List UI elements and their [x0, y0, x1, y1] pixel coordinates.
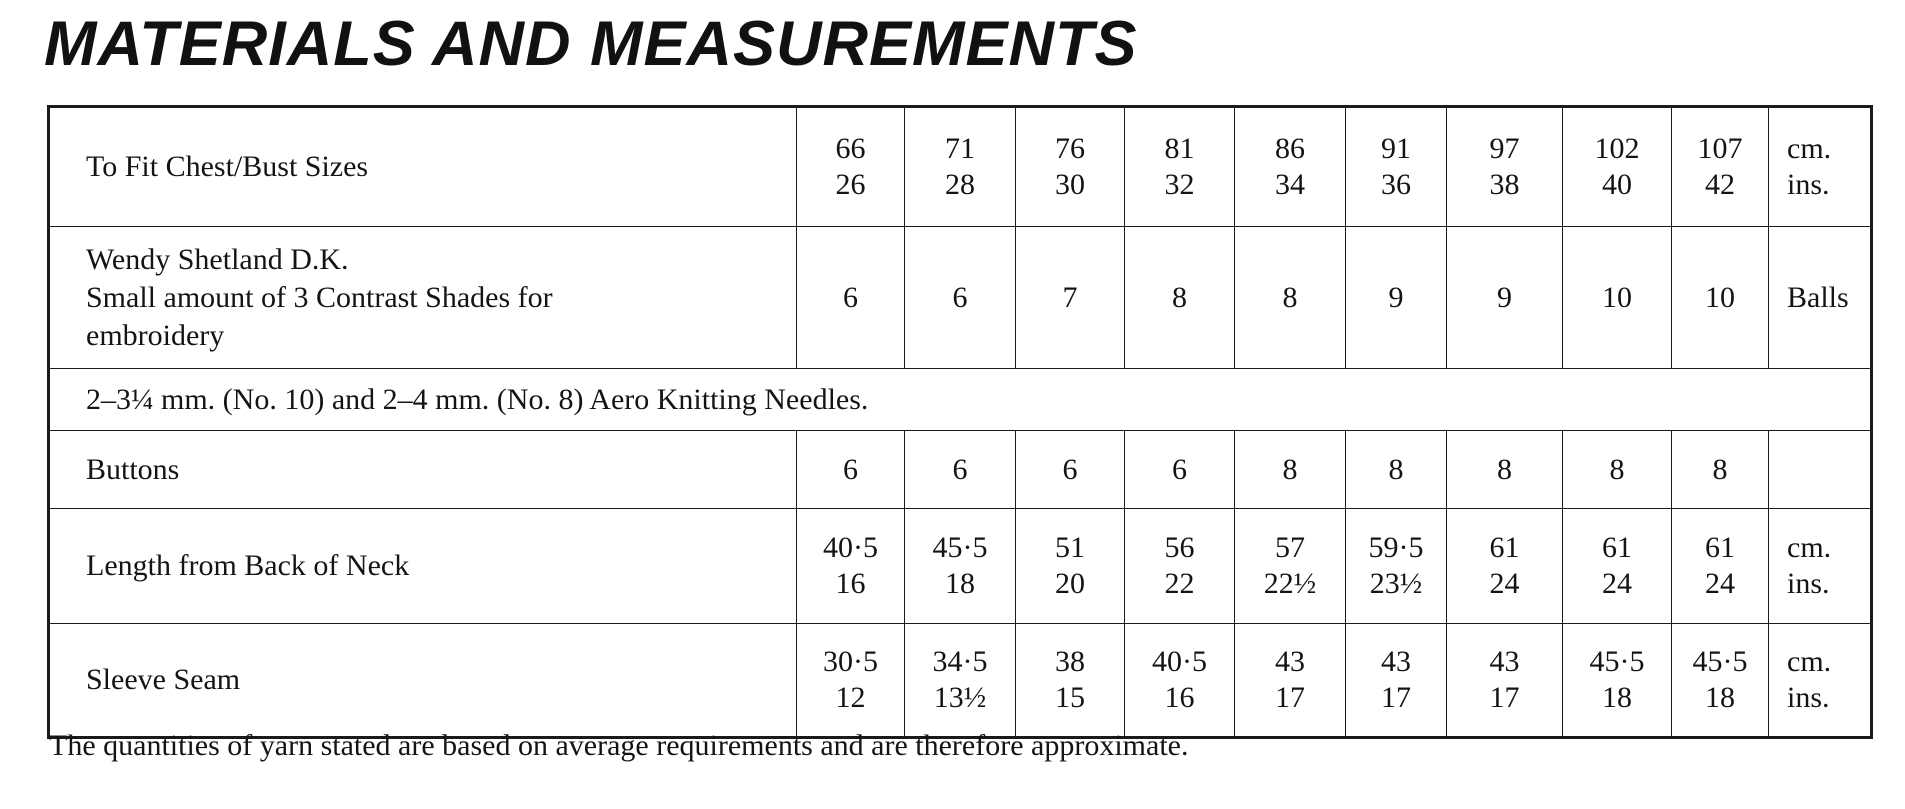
sleeve-cm: 45·5 [1692, 645, 1748, 678]
sleeve-ins: 13½ [933, 681, 987, 714]
length-cm: 59·5 [1368, 531, 1424, 564]
unit-ins: ins. [1787, 567, 1830, 600]
length-label: Length from Back of Neck [49, 509, 797, 624]
length-cm: 61 [1705, 531, 1735, 564]
chest-size-cm: 76 [1055, 132, 1085, 165]
chest-size-cm: 91 [1381, 132, 1411, 165]
chest-size-cm: 66 [835, 132, 866, 165]
chest-size-row [49, 107, 1872, 227]
length-ins: 24 [1602, 567, 1632, 600]
length-ins: 22½ [1263, 567, 1317, 600]
chest-size-value [797, 107, 905, 227]
length-ins: 22 [1164, 567, 1195, 600]
sleeve-cm: 38 [1055, 645, 1085, 678]
chest-size-ins: 26 [835, 168, 866, 201]
yarn-balls-value: 10 [1672, 227, 1769, 369]
unit-cm: cm. [1787, 132, 1832, 165]
chest-size-cm: 71 [945, 132, 975, 165]
sleeve-unit [1769, 624, 1872, 738]
length-value [1346, 509, 1447, 624]
sleeve-row [49, 624, 1872, 738]
length-row [49, 509, 1872, 624]
sleeve-value [1672, 624, 1769, 738]
yarn-unit: Balls [1769, 227, 1872, 369]
yarn-balls-value: 6 [797, 227, 905, 369]
chest-size-cm: 102 [1594, 132, 1640, 165]
sleeve-ins: 18 [1705, 681, 1735, 714]
buttons-unit [1769, 431, 1872, 509]
chest-size-cm: 97 [1489, 132, 1520, 165]
length-cm: 40·5 [823, 531, 878, 564]
sleeve-value [1563, 624, 1672, 738]
yarn-balls-value: 7 [1016, 227, 1125, 369]
length-value [1016, 509, 1125, 624]
sleeve-cm: 43 [1275, 645, 1305, 678]
page-title: MATERIALS AND MEASUREMENTS [44, 9, 1138, 79]
buttons-value: 6 [1125, 431, 1235, 509]
chest-size-ins: 28 [945, 168, 975, 201]
length-ins: 24 [1705, 567, 1735, 600]
unit-ins: ins. [1787, 681, 1830, 714]
sleeve-ins: 12 [835, 681, 866, 714]
buttons-value: 6 [1016, 431, 1125, 509]
chest-size-ins: 34 [1275, 168, 1305, 201]
buttons-value: 6 [797, 431, 905, 509]
sleeve-value [797, 624, 905, 738]
sleeve-ins: 15 [1055, 681, 1085, 714]
length-value [1447, 509, 1563, 624]
buttons-value: 8 [1447, 431, 1563, 509]
yarn-footnote: The quantities of yarn stated are based on average requirements and are therefore approximate. [49, 729, 1189, 762]
chest-size-ins: 36 [1381, 168, 1411, 201]
sleeve-ins: 17 [1489, 681, 1520, 714]
chest-size-ins: 38 [1489, 168, 1520, 201]
buttons-value: 6 [905, 431, 1016, 509]
length-cm: 57 [1275, 531, 1305, 564]
chest-size-cm: 81 [1164, 132, 1195, 165]
chest-size-cm: 86 [1275, 132, 1305, 165]
sleeve-value [1346, 624, 1447, 738]
length-value [797, 509, 905, 624]
unit-cm: cm. [1787, 531, 1832, 564]
chest-size-ins: 30 [1055, 168, 1085, 201]
unit-ins: ins. [1787, 168, 1830, 201]
sleeve-value [1125, 624, 1235, 738]
yarn-balls-value: 9 [1447, 227, 1563, 369]
length-ins: 23½ [1369, 567, 1423, 600]
sleeve-value [1447, 624, 1563, 738]
length-value [1235, 509, 1346, 624]
buttons-value: 8 [1563, 431, 1672, 509]
length-cm: 61 [1489, 531, 1520, 564]
chest-size-label: To Fit Chest/Bust Sizes [49, 107, 797, 227]
length-cm: 51 [1055, 531, 1085, 564]
chest-size-value [905, 107, 1016, 227]
sleeve-ins: 17 [1275, 681, 1305, 714]
chest-size-value [1447, 107, 1563, 227]
yarn-balls-value: 8 [1235, 227, 1346, 369]
sleeve-cm: 30·5 [823, 645, 878, 678]
length-ins: 16 [835, 567, 866, 600]
sleeve-ins: 18 [1602, 681, 1632, 714]
buttons-row [49, 431, 1872, 509]
chest-size-value [1672, 107, 1769, 227]
yarn-balls-value: 10 [1563, 227, 1672, 369]
length-value [905, 509, 1016, 624]
sleeve-ins: 17 [1381, 681, 1411, 714]
buttons-label: Buttons [49, 431, 797, 509]
yarn-row [49, 227, 1872, 369]
chest-size-value [1563, 107, 1672, 227]
yarn-label-line: Small amount of 3 Contrast Shades for [86, 280, 553, 314]
sleeve-ins: 16 [1164, 681, 1195, 714]
chest-size-cm: 107 [1697, 132, 1743, 165]
chest-size-ins: 42 [1705, 168, 1735, 201]
sleeve-value [905, 624, 1016, 738]
yarn-label [49, 227, 797, 369]
sleeve-cm: 43 [1381, 645, 1411, 678]
buttons-value: 8 [1346, 431, 1447, 509]
length-ins: 18 [945, 567, 975, 600]
needles-text: 2–3¼ mm. (No. 10) and 2–4 mm. (No. 8) Aero Knitting Needles. [49, 369, 1872, 431]
sleeve-value [1016, 624, 1125, 738]
length-ins: 20 [1055, 567, 1085, 600]
length-value [1563, 509, 1672, 624]
chest-size-value [1125, 107, 1235, 227]
length-cm: 61 [1602, 531, 1632, 564]
sleeve-value [1235, 624, 1346, 738]
chest-size-ins: 40 [1602, 168, 1632, 201]
yarn-label-line: Wendy Shetland D.K. [86, 242, 349, 276]
yarn-label-line: embroidery [86, 318, 225, 352]
sleeve-cm: 34·5 [932, 645, 988, 678]
length-unit [1769, 509, 1872, 624]
yarn-balls-value: 8 [1125, 227, 1235, 369]
buttons-value: 8 [1672, 431, 1769, 509]
sleeve-cm: 45·5 [1589, 645, 1645, 678]
needles-row [49, 369, 1872, 431]
unit-cm: cm. [1787, 645, 1832, 678]
buttons-value: 8 [1235, 431, 1346, 509]
chest-size-value [1016, 107, 1125, 227]
length-cm: 45·5 [932, 531, 988, 564]
yarn-balls-value: 9 [1346, 227, 1447, 369]
sleeve-cm: 43 [1489, 645, 1520, 678]
chest-size-value [1235, 107, 1346, 227]
length-cm: 56 [1164, 531, 1195, 564]
sleeve-label: Sleeve Seam [49, 624, 797, 738]
yarn-balls-value: 6 [905, 227, 1016, 369]
chest-unit [1769, 107, 1872, 227]
measurements-table [47, 105, 1873, 739]
length-value [1125, 509, 1235, 624]
sleeve-cm: 40·5 [1152, 645, 1207, 678]
length-value [1672, 509, 1769, 624]
length-ins: 24 [1489, 567, 1520, 600]
chest-size-ins: 32 [1164, 168, 1195, 201]
chest-size-value [1346, 107, 1447, 227]
